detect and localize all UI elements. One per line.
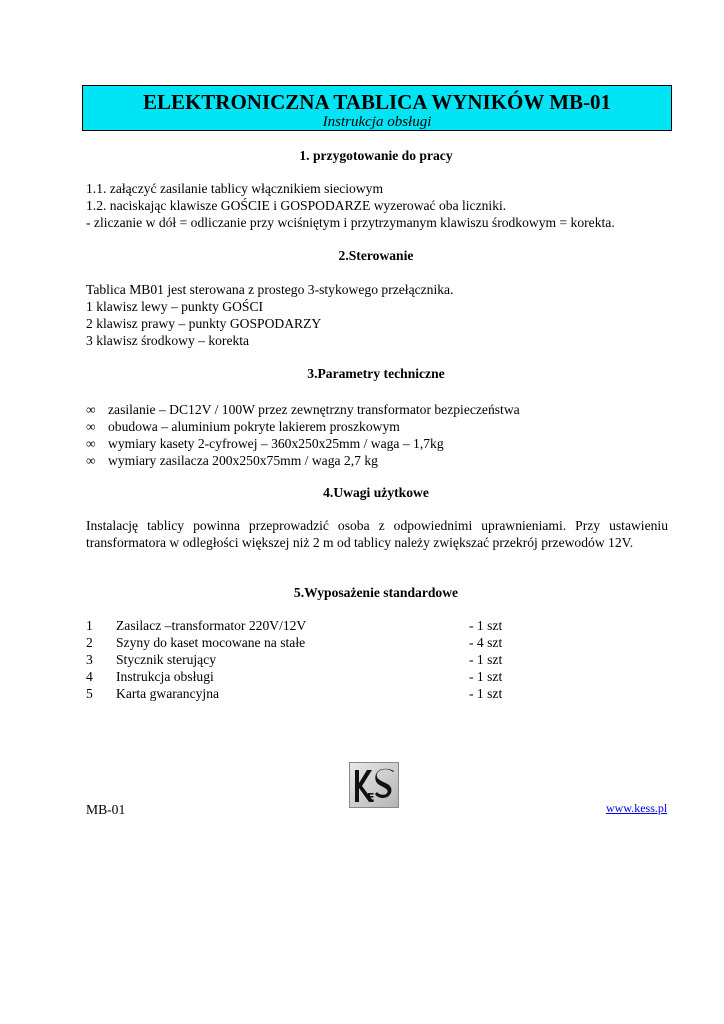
section-1-title: 1. przygotowanie do pracy [299, 148, 453, 163]
section-1-line-3: - zliczanie w dół = odliczanie przy wciśniętym i przytrzymanym klawiszu środkowym = korekta. [86, 215, 615, 230]
header-banner [82, 85, 672, 131]
row-name: Szyny do kaset mocowane na stałe [116, 635, 306, 650]
document-subtitle: Instrukcja obsługi [322, 114, 432, 130]
row-qty: - 1 szt [469, 669, 503, 684]
infinity-bullet-icon: ∞ [86, 453, 96, 468]
row-qty: - 4 szt [469, 635, 503, 650]
section-1-line-1: 1.1. załączyć zasilanie tablicy włącznikiem sieciowym [86, 181, 384, 196]
param-text: wymiary zasilacza 200x250x75mm / waga 2,7 kg [108, 453, 378, 468]
footer-model: MB-01 [86, 802, 126, 817]
section-5-title: 5.Wyposażenie standardowe [293, 585, 459, 600]
row-number: 2 [86, 635, 93, 650]
row-number: 1 [86, 618, 93, 633]
row-qty: - 1 szt [469, 652, 503, 667]
row-number: 5 [86, 686, 93, 701]
row-name: Karta gwarancyjna [116, 686, 220, 701]
row-name: Instrukcja obsługi [116, 669, 214, 684]
row-name: Stycznik sterujący [116, 652, 217, 667]
section-4-title: 4.Uwagi użytkowe [323, 485, 429, 500]
list-item [86, 418, 400, 435]
section-1-line-2: 1.2. naciskając klawisze GOŚCIE i GOSPODARZE wyzerować oba liczniki. [86, 198, 507, 213]
row-qty: - 1 szt [469, 618, 503, 633]
list-item [86, 435, 444, 452]
row-qty: - 1 szt [469, 686, 503, 701]
row-name: Zasilacz –transformator 220V/12V [116, 618, 307, 633]
footer-website-link[interactable]: www.kess.pl [606, 801, 668, 815]
list-item [86, 452, 378, 469]
document-title: ELEKTRONICZNA TABLICA WYNIKÓW MB-01 [142, 90, 612, 114]
row-number: 3 [86, 652, 93, 667]
section-3-title: 3.Parametry techniczne [307, 366, 445, 381]
section-2-line-4: 3 klawisz środkowy – korekta [86, 333, 250, 348]
section-2-line-3: 2 klawisz prawy – punkty GOSPODARZY [86, 316, 322, 331]
infinity-bullet-icon: ∞ [86, 402, 96, 417]
row-number: 4 [86, 669, 93, 684]
section-4-paragraph: Instalację tablicy powinna przeprowadzić osoba z odpowiednimi uprawnieniami. Przy ustawieniu transformatora w odległości większej niż 2 m od tablicy należy zwiększać przekrój przewodów 12V. [86, 518, 668, 550]
infinity-bullet-icon: ∞ [86, 419, 96, 434]
param-text: zasilanie – DC12V / 100W przez zewnętrzny transformator bezpieczeństwa [108, 402, 520, 417]
kes-logo [349, 762, 399, 808]
param-text: wymiary kasety 2-cyfrowej – 360x250x25mm / waga – 1,7kg [108, 436, 444, 451]
kes-logo-icon [349, 762, 399, 808]
param-text: obudowa – aluminium pokryte lakierem proszkowym [108, 419, 400, 434]
section-2-line-1: Tablica MB01 jest sterowana z prostego 3-stykowego przełącznika. [86, 282, 454, 297]
infinity-bullet-icon: ∞ [86, 436, 96, 451]
list-item [86, 401, 520, 418]
section-2-title: 2.Sterowanie [338, 248, 414, 263]
section-2-line-2: 1 klawisz lewy – punkty GOŚCI [86, 299, 264, 314]
svg-text:E: E [367, 791, 375, 804]
